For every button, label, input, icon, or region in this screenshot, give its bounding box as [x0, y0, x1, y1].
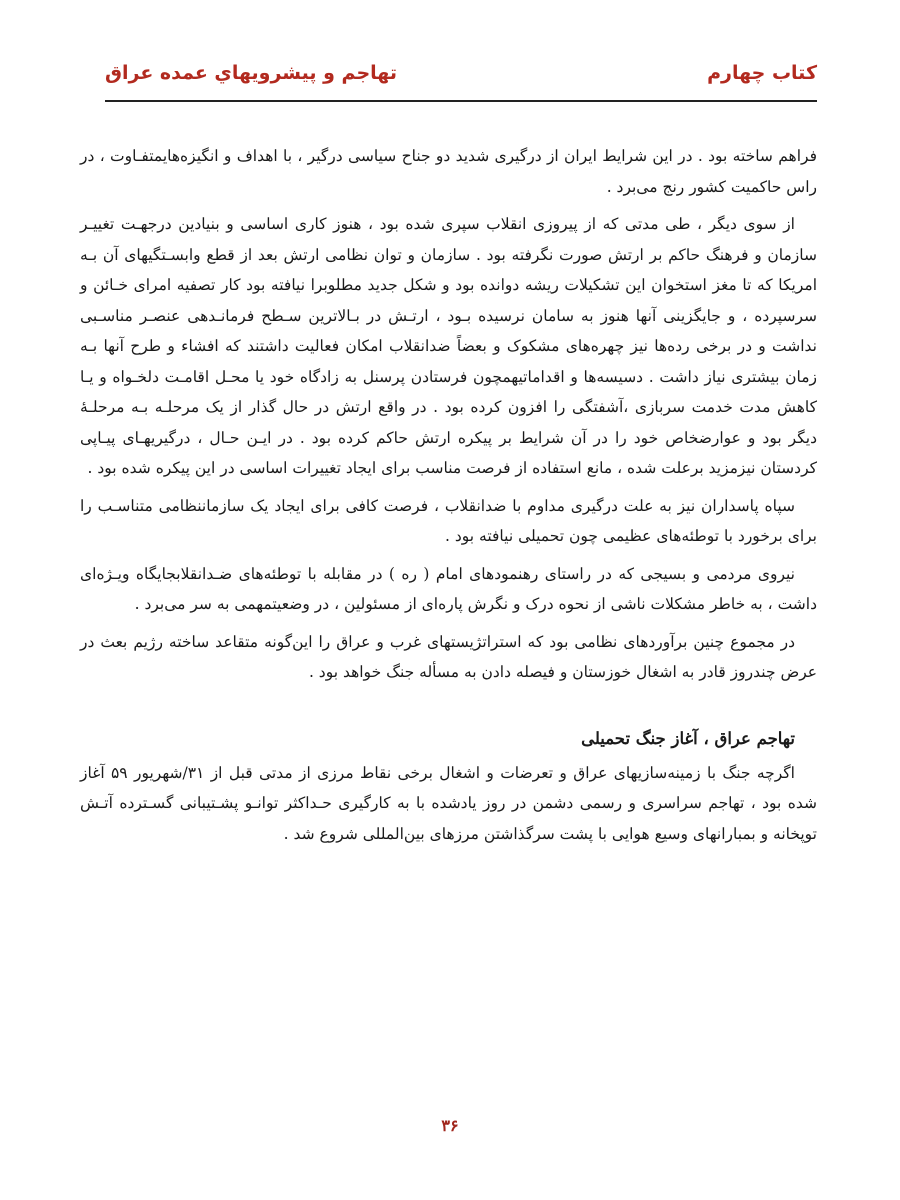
paragraph-basij: نیروی مردمی و بسیجی که در راستای رهنمودهای امام ( ره ) در مقابله با توطئه‌های ضـدانقلابجایگاه ویـژه‌ای داشت ، به خاطر مشکلات ناشی از نحوه درک و نگرش پاره‌ای از مسئولین ، در وضعیتمهمی به سر می‌برد . [80, 564, 817, 613]
paragraph-continued: فراهم ساخته بود . در این شرایط ایران از درگیری شدید دو جناح سیاسی درگیر ، با اهداف و انگیزه‌هایمتفـاوت ، در راس حاکمیت کشور رنج می‌برد . [80, 147, 817, 196]
paragraph-irgc: سپاه پاسداران نیز به علت درگیری مداوم با ضدانقلاب ، فرصت کافی برای ایجاد یک سازماننظامی متناسـب را برای برخورد با توطئه‌های عظیمی چون تحمیلی نیافته بود . [80, 496, 817, 545]
section-heading: تهاجم عراق ، آغاز جنگ تحمیلی [581, 728, 795, 748]
section-paragraph: اگرچه جنگ با زمینه‌سازیهای عراق و تعرضات و اشغال برخی نقاط مرزی از مدتی قبل از ۳۱/شهریور ۵۹ آغاز شده بود ، تهاجم سراسری و رسمی دشمن در روز یادشده با به کارگیری حـداکثر توانـو پشـتیبانی گسـترده آتـش توپخانه و بمبارانهای وسیع هوایی با پشت سرگذاشتن مرزهای بین‌المللی شروع شد . [80, 763, 817, 843]
chapter-title: تهاجم و پیشرویهاي عمده عراق [105, 62, 397, 84]
page-number: ۳۶ [441, 1116, 459, 1135]
main-text [80, 141, 817, 856]
running-header [105, 56, 817, 90]
header-rule [105, 100, 817, 102]
paragraph-army: از سوی دیگر ، طی مدتی که از پیروزی انقلاب سپری شده بود ، هنوز کاری اساسی و بنیادین درجهـت تغییـر سازمان و فرهنگ حاکم بر ارتش صورت نگرفته بود . سازمان و توان نظامی ارتش بعد از قطع وابسـتگیهای آن بـه امریکا که تا مغز استخوان این تشکیلات ریشه دوانده بود و شکل جدید مطلوبرا نیافته بود کار تصفیه امرای خـائن و سرسپرده ، و جایگزینی آنها هنوز به سامان نرسیده بـود ، ارتـش در بـالاترین سـطح فرمانـدهی عنصـر مناسـبی نداشت و در برخی رده‌ها نیز چهره‌های مشکوک و بعضاً ضدانقلاب امکان فعالیت داشتند که افشاء و طرح آنها بـه زمان بیشتری نیاز داشت . دسیسه‌ها و اقداماتیهمچون فرستادن پرسنل به زادگاه خود یا محـل اقامـت دلخـواه و یـا کاهش مدت خدمت سربازی ،آشفتگی را افزون کرده بود . در واقع ارتش در حال گذار از یک مرحلـه بـه مرحلـۀ دیگر بود و عوارضخاص خود را در آن شرایط بر پیکره ارتش حاکم کرده بود . در ایـن حـال ، درگیریهـای پیـاپی کردستان نیزمزید برعلت شده ، مانع استفاده از فرصت مناسب برای ایجاد تغییرات اساسی در این پیکره شده بود . [80, 215, 817, 477]
paragraph-summary: در مجموع چنین برآوردهای نظامی بود که استراتژیستهای غرب و عراق را این‌گونه متقاعد ساخته رژیم بعث در عرض چندروز قادر به اشغال خوزستان و فیصله دادن به مسأله جنگ خواهد بود . [80, 632, 817, 681]
book-label: کتاب چهارم [707, 62, 817, 84]
